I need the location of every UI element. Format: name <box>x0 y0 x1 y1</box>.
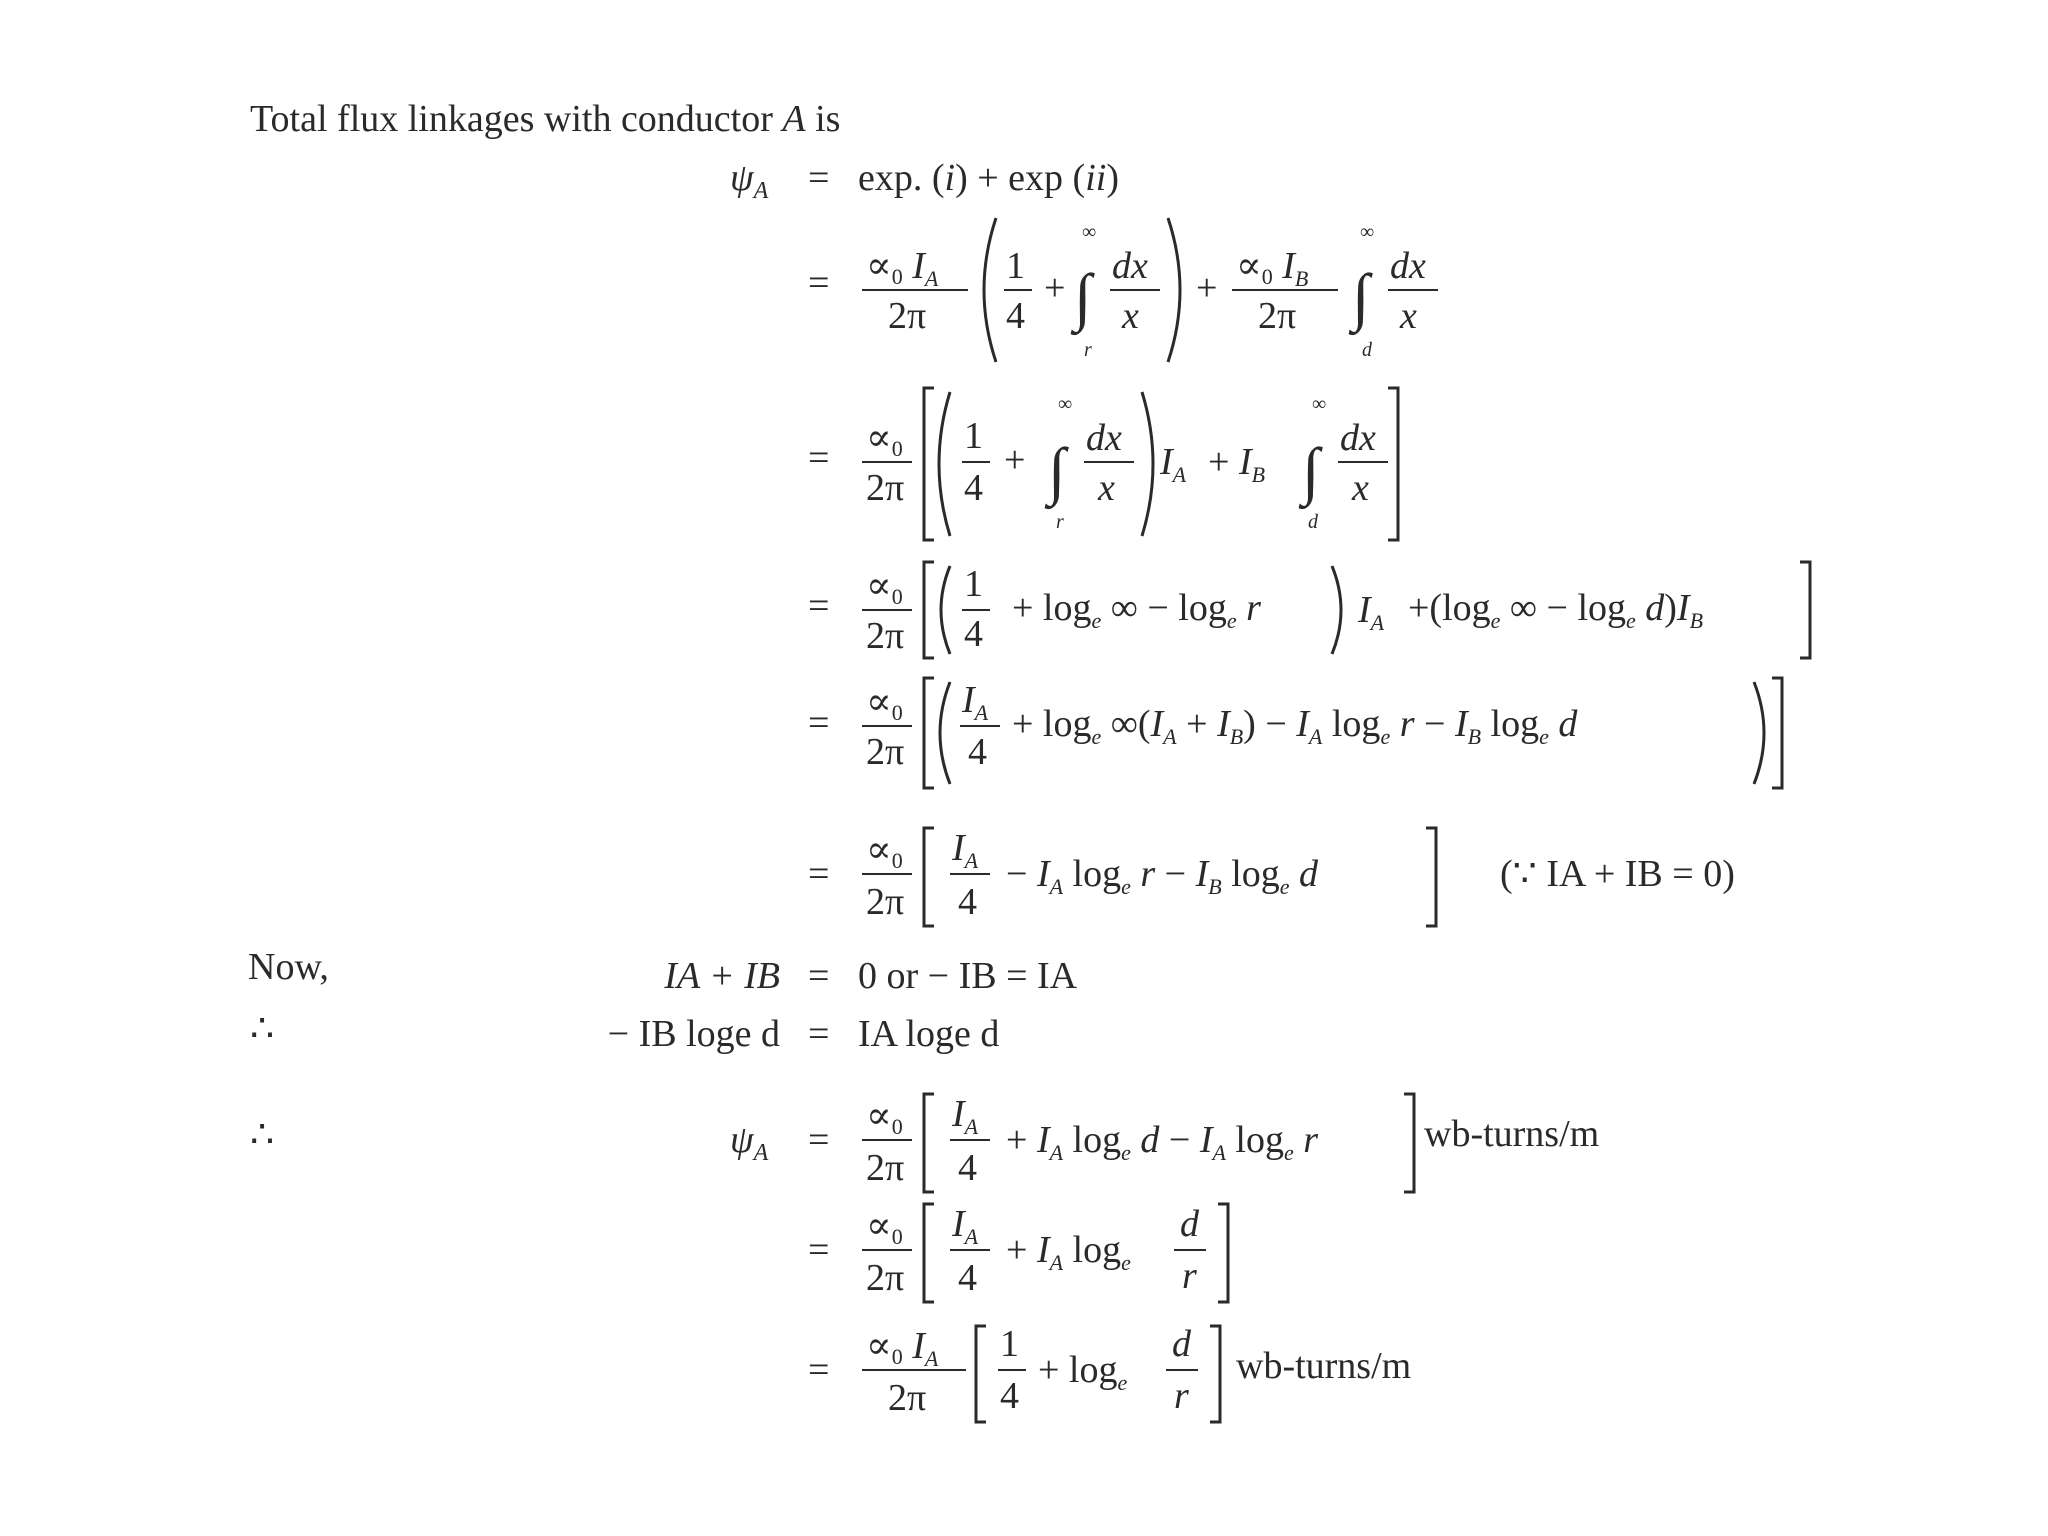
svg-text:4: 4 <box>964 613 983 655</box>
svg-text:+ IB: + $I_B$ <box>1208 441 1266 487</box>
svg-text:x: x <box>1122 295 1139 337</box>
svg-text:2π: 2π <box>866 881 905 923</box>
svg-text:+: + <box>1196 267 1218 309</box>
svg-text:+ IA loge: + $I_A$ $\log_e$ <box>1006 1229 1131 1275</box>
svg-text:=: = <box>808 1229 830 1271</box>
svg-text:2π: 2π <box>1258 295 1297 337</box>
eq-line-2 <box>808 218 1438 362</box>
svg-text:2π: 2π <box>888 295 927 337</box>
intro-var: A <box>782 98 806 140</box>
svg-text:∝0 IA: ∝0 $I_A$ <box>866 1325 939 1371</box>
svg-text:4: 4 <box>958 1147 977 1189</box>
svg-text:IA: $I_A$ <box>952 1203 979 1249</box>
svg-text:∝0: ∝0 <box>866 1205 903 1249</box>
svg-text:+: + <box>1004 439 1026 481</box>
svg-text:=: = <box>808 1349 830 1391</box>
svg-text:exp. (i) + exp (ii): exp. (i) + exp (ii) <box>858 157 1119 199</box>
svg-text:IA: $I_A$ <box>1358 589 1385 635</box>
eq-line-6 <box>808 827 1436 926</box>
svg-text:4: 4 <box>968 731 987 773</box>
svg-text:=: = <box>808 157 830 199</box>
svg-text:∞: ∞ <box>1360 221 1375 243</box>
unit-label-2: wb-turns/m <box>1236 1345 1412 1387</box>
svg-text:1: 1 <box>1000 1323 1019 1365</box>
svg-text:+ loge: + $\log_e$ <box>1038 1349 1128 1395</box>
svg-text:4: 4 <box>964 467 983 509</box>
svg-text:x: x <box>1098 467 1115 509</box>
eq-line-4 <box>808 562 1810 658</box>
svg-text:2π: 2π <box>866 1257 905 1299</box>
svg-text:=: = <box>808 702 830 744</box>
svg-text:∝0: ∝0 <box>866 1095 903 1139</box>
svg-text:dx: dx <box>1086 417 1122 459</box>
svg-text:∞: ∞ <box>1312 393 1327 415</box>
svg-text:IA: $I_A$ <box>1160 441 1187 487</box>
svg-text:+ IA loge d − IA loge r: + $I_A$ $\log_e d - I_A$ $\log_e r$ <box>1006 1119 1319 1165</box>
svg-text:∫: ∫ <box>1302 435 1320 506</box>
eq-line-6-note: (∵ IA + IB = 0) <box>1500 853 1735 895</box>
svg-text:d: d <box>1172 1323 1191 1365</box>
eq-line-7-rhs: 0 or − IB = IA <box>858 955 1078 997</box>
svg-text:=: = <box>808 853 830 895</box>
svg-text:d: d <box>1308 511 1318 533</box>
eq-line-11 <box>808 1323 1411 1422</box>
svg-text:=: = <box>808 955 830 997</box>
svg-text:4: 4 <box>958 881 977 923</box>
eq-line-7 <box>663 955 1077 997</box>
svg-text:2π: 2π <box>866 1147 905 1189</box>
svg-text:=: = <box>808 1119 830 1161</box>
svg-text:d: d <box>1362 339 1372 361</box>
svg-text:1: 1 <box>964 563 983 605</box>
unit-label-1: wb-turns/m <box>1424 1113 1600 1155</box>
svg-text:r: r <box>1084 339 1092 361</box>
eq-line-1 <box>730 157 1119 204</box>
svg-text:r: r <box>1056 511 1064 533</box>
svg-text:x: x <box>1400 295 1417 337</box>
svg-text:dx: dx <box>1340 417 1376 459</box>
svg-text:∝0 IB: ∝0 $I_B$ <box>1236 245 1309 291</box>
svg-text:∞: ∞ <box>1058 393 1073 415</box>
svg-text:1: 1 <box>964 415 983 457</box>
eq-line-8-rhs: IA loge d <box>858 1013 1000 1055</box>
svg-text:dx: dx <box>1112 245 1148 287</box>
svg-text:ψA: $\psi_A$ <box>730 1119 769 1166</box>
svg-text:IA: $I_A$ <box>952 827 979 873</box>
svg-text:IA: $I_A$ <box>952 1093 979 1139</box>
svg-text:∝0: ∝0 <box>866 681 903 725</box>
svg-text:2π: 2π <box>888 1377 927 1419</box>
svg-text:∝0: ∝0 <box>866 829 903 873</box>
therefore-symbol-2: ∴ <box>250 1114 275 1156</box>
svg-text:∞: ∞ <box>1082 221 1097 243</box>
svg-text:∫: ∫ <box>1048 435 1066 506</box>
svg-text:∝0 IA: ∝0 $I_A$ <box>866 245 939 291</box>
eq-line-9 <box>730 1093 1599 1192</box>
eq-line-7-lhs: IA + IB <box>664 955 780 997</box>
svg-text:4: 4 <box>1006 295 1025 337</box>
svg-text:∝0: ∝0 <box>866 565 903 609</box>
svg-text:r: r <box>1182 1255 1197 1297</box>
svg-text:2π: 2π <box>866 731 905 773</box>
svg-text:=: = <box>808 262 830 304</box>
svg-text:+: + <box>1044 267 1066 309</box>
svg-text:=: = <box>808 437 830 479</box>
svg-text:+ loge ∞ − loge r: + $\log_e$ ∞ − $\log_e r$ <box>1012 587 1261 633</box>
svg-text:1: 1 <box>1006 245 1025 287</box>
svg-text:− IA loge r − IB loge d: − $I_A$ $\log_e r - I_B$ $\log_e d$ <box>1006 853 1319 899</box>
eq-line-8 <box>608 1013 1000 1055</box>
svg-text:2π: 2π <box>866 467 905 509</box>
intro-tail: is <box>805 98 841 140</box>
svg-text:4: 4 <box>1000 1375 1019 1417</box>
svg-text:∫: ∫ <box>1352 261 1370 332</box>
svg-text:d: d <box>1180 1203 1199 1245</box>
now-label: Now, <box>248 946 329 988</box>
therefore-symbol-1: ∴ <box>250 1008 275 1050</box>
intro-text: Total flux linkages with conductor <box>250 98 783 140</box>
svg-text:r: r <box>1174 1375 1189 1417</box>
svg-text:+(loge ∞ − loge d)IB: $+(\log_e$ ∞ − $\log_e d)I_B$ <box>1408 587 1704 633</box>
eq-line-8-lhs: − IB loge d <box>607 1013 780 1055</box>
svg-text:IA: $I_A$ <box>962 679 989 725</box>
svg-text:4: 4 <box>958 1257 977 1299</box>
svg-text:dx: dx <box>1390 245 1426 287</box>
svg-text:ψA: $\psi_A$ <box>730 157 769 204</box>
svg-text:=: = <box>808 1013 830 1055</box>
eq-line-3 <box>808 388 1398 540</box>
eq-line-10 <box>808 1203 1228 1302</box>
svg-text:+ loge ∞(IA + IB) − IA loge r: + $\log_e \infty(I_A + I_B) - I_A$ $\log_e r - I_B$ $\log_e d$ <box>1012 703 1578 749</box>
svg-text:∝0: ∝0 <box>866 417 903 461</box>
svg-text:2π: 2π <box>866 615 905 657</box>
svg-text:∫: ∫ <box>1074 261 1092 332</box>
svg-text:=: = <box>808 585 830 627</box>
eq-line-5 <box>808 678 1782 788</box>
svg-text:x: x <box>1352 467 1369 509</box>
